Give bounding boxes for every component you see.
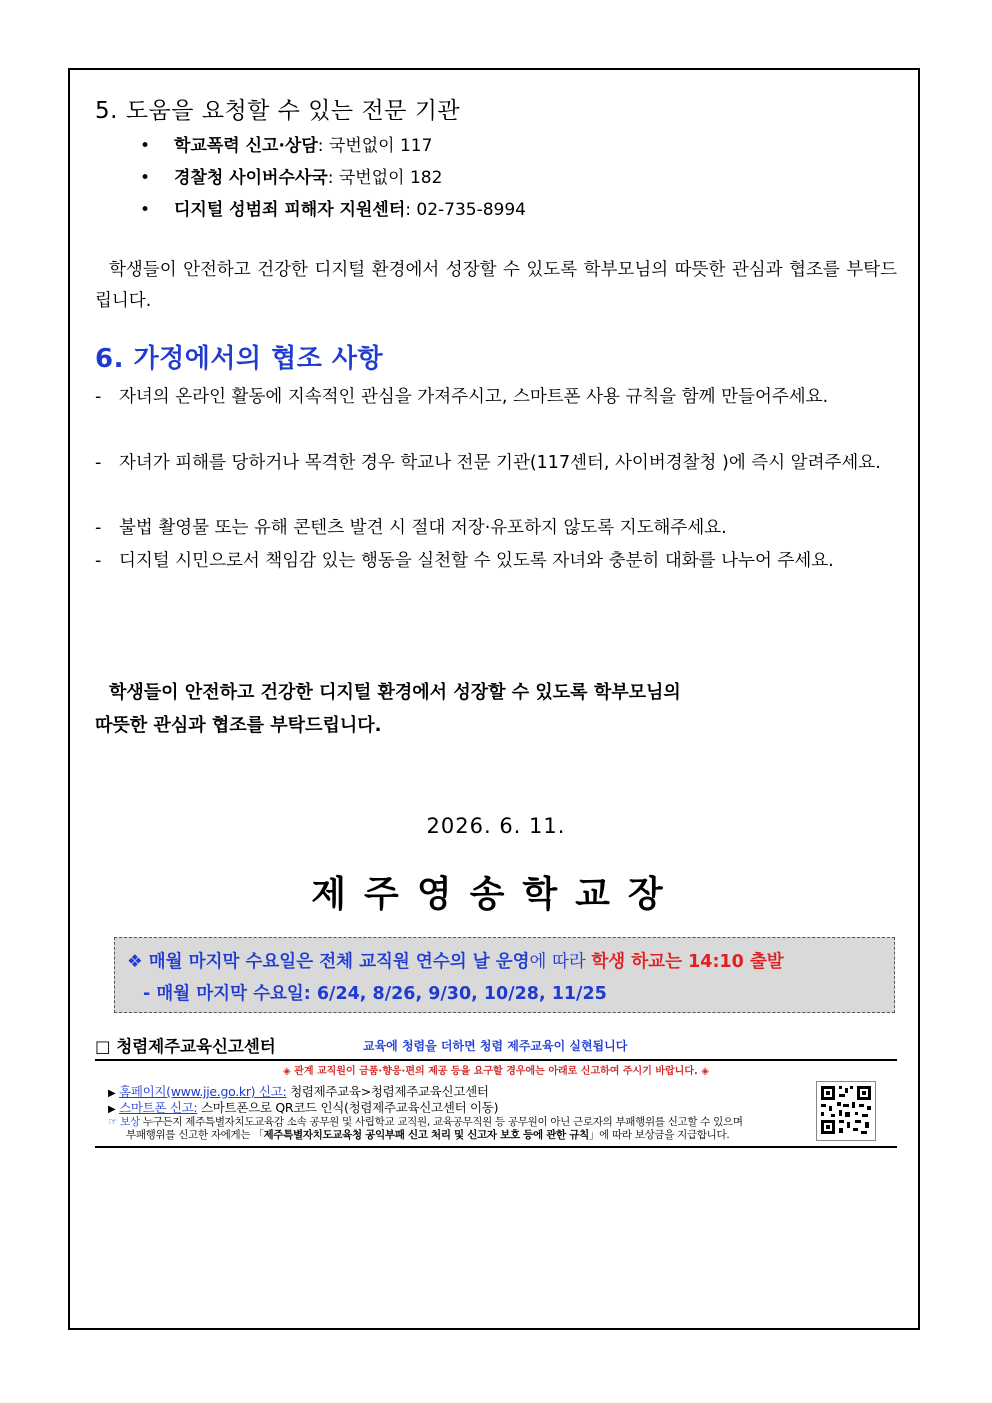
notice-mid: 에 따라 — [529, 952, 592, 972]
help-item-label: 학교폭력 신고·상담 — [174, 136, 318, 156]
list-item-text: 디지털 시민으로서 책임감 있는 행동을 실천할 수 있도록 자녀와 충분히 대화를 나누어 주세요. — [119, 551, 834, 571]
report-bottom-rule — [95, 1146, 897, 1148]
dash-marker: - — [95, 453, 102, 473]
closing-line-1: 학생들이 안전하고 건강한 디지털 환경에서 성장할 수 있도록 학부모님의 — [109, 682, 681, 703]
report-smartphone-text: 스마트폰으로 QR코드 인식(청렴제주교육신고센터 이동) — [197, 1100, 499, 1115]
notice-line-2: - 매월 마지막 수요일: 6/24, 8/26, 9/30, 10/28, 11/25 — [143, 984, 607, 1004]
triangle-icon: ▶ — [108, 1104, 116, 1115]
report-center-slogan: 교육에 청렴을 더하면 청렴 제주교육이 실현됩니다 — [363, 1039, 628, 1053]
report-homepage-path: 청렴제주교육>청렴제주교육신고센터 — [286, 1084, 489, 1099]
principal-signature: 제주영송학교장 — [311, 874, 681, 915]
report-center-title: □ 청렴제주교육신고센터 — [95, 1037, 276, 1056]
help-item-digital-crime — [140, 195, 526, 220]
notice-line-1 — [127, 948, 784, 973]
bullet: • — [140, 200, 151, 220]
section5-heading: 5. 도움을 요청할 수 있는 전문 기관 — [95, 98, 461, 124]
list-item — [95, 447, 897, 479]
help-item-value: : 국번없이 182 — [327, 168, 443, 188]
list-item-text: 불법 촬영물 또는 유해 콘텐츠 발견 시 절대 저장·유포하지 않도록 지도해주세요. — [119, 518, 727, 538]
bullet: • — [140, 136, 151, 156]
dash-marker: - — [95, 387, 102, 407]
list-item — [95, 545, 897, 577]
report-center-header — [95, 1033, 897, 1061]
triangle-icon: ▶ — [108, 1088, 116, 1099]
list-item-text: 자녀가 피해를 당하거나 목격한 경우 학교나 전문 기관(117센터, 사이버경찰청 )에 즉시 알려주세요. — [119, 453, 881, 473]
list-item-text: 자녀의 온라인 활동에 지속적인 관심을 가져주시고, 스마트폰 사용 규칙을 함께 만들어주세요. — [119, 387, 829, 407]
notice-box — [114, 937, 895, 1013]
dash-marker: - — [95, 518, 102, 538]
notice-prefix: ❖ 매월 마지막 수요일은 전체 교직원 연수의 날 운영 — [127, 952, 530, 972]
report-reward-text-2c: 」에 따라 보상금을 지급합니다. — [588, 1129, 730, 1141]
help-item-value: : 국번없이 117 — [317, 136, 433, 156]
report-warning: ◈ 관계 교직원이 금품·향응·편의 제공 등을 요구할 경우에는 아래로 신고하여 주시기 바랍니다. ◈ — [283, 1066, 709, 1077]
qr-code-icon[interactable] — [816, 1081, 876, 1141]
dash-marker: - — [95, 551, 102, 571]
help-item-label: 디지털 성범죄 피해자 지원센터 — [174, 200, 406, 220]
closing-message — [95, 676, 855, 742]
help-item-value: : 02-735-8994 — [405, 200, 526, 220]
section5-closing: 학생들이 안전하고 건강한 디지털 환경에서 성장할 수 있도록 학부모님의 따뜻한 관심과 협조를 부탁드립니다. — [95, 260, 897, 311]
report-reward-line-2 — [126, 1127, 729, 1142]
report-homepage-link[interactable]: 홈페이지(www.jje.go.kr) 신고: — [119, 1084, 287, 1099]
document-date: 2026. 6. 11. — [426, 814, 566, 838]
help-item-cyber-police — [140, 163, 442, 188]
notice-dismissal-time: 학생 하교는 14:10 출발 — [591, 952, 784, 972]
section6-heading: 6. 가정에서의 협조 사항 — [95, 344, 384, 374]
list-item — [95, 512, 897, 544]
report-reward-text: 누구든지 제주특별자치도교육감 소속 공무원 및 사립학교 교직원, 교육공무직원 등 공무원이 아닌 근로자의 부패행위를 신고할 수 있으며 — [139, 1116, 743, 1128]
list-item — [95, 381, 897, 413]
report-reward-label: ☞ 보상 — [108, 1116, 140, 1128]
bullet: • — [140, 168, 151, 188]
help-item-school-violence — [140, 131, 432, 156]
report-reward-text-2a: 부패행위를 신고한 자에게는 「 — [126, 1129, 264, 1141]
closing-line-2: 따뜻한 관심과 협조를 부탁드립니다. — [95, 715, 382, 736]
help-item-label: 경찰청 사이버수사국 — [174, 168, 328, 188]
report-smartphone-label: 스마트폰 신고: — [119, 1100, 198, 1115]
report-reward-rule: 제주특별자치도교육청 공익부패 신고 처리 및 신고자 보호 등에 관한 규칙 — [263, 1129, 589, 1141]
